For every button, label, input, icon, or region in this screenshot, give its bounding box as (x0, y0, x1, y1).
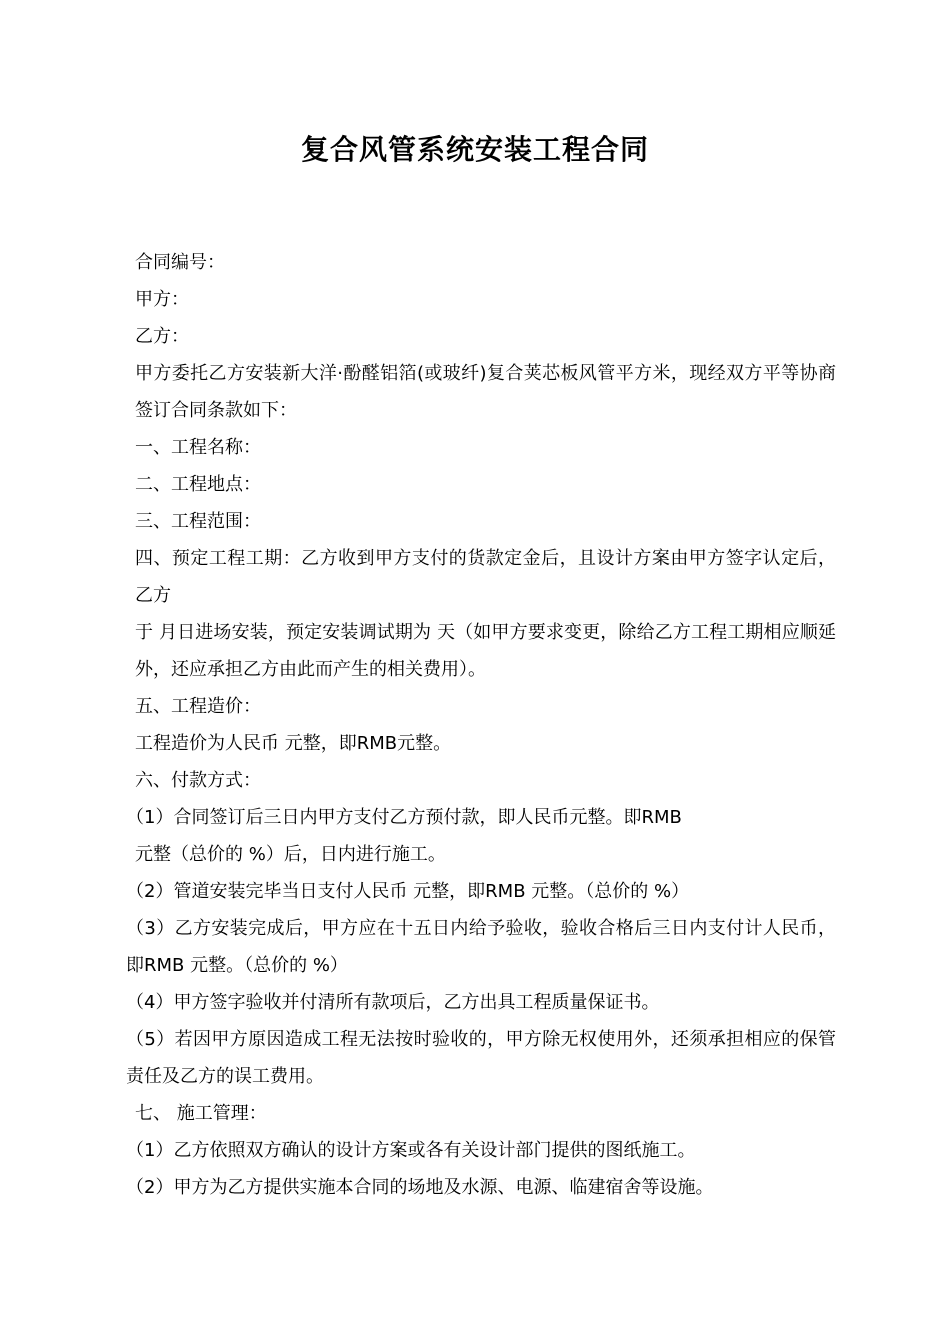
payment-item-1: （1）合同签订后三日内甲方支付乙方预付款，即人民币元整。即RMB (126, 807, 682, 828)
management-item-2: （2）甲方为乙方提供实施本合同的场地及水源、电源、临建宿舍等设施。 (126, 1177, 714, 1198)
management-item-1: （1）乙方依照双方确认的设计方案或各有关设计部门提供的图纸施工。 (126, 1140, 696, 1161)
project-cost-paragraph: 工程造价为人民币 元整，即RMB元整。 (135, 733, 452, 754)
payment-item-2: （2）管道安装完毕当日支付人民币 元整，即RMB 元整。（总价的 %） (126, 881, 690, 902)
payment-item-3: （3）乙方安装完成后，甲方应在十五日内给予验收，验收合格后三日内支付计人民币，即RMB 元整。（总价的 %） (126, 918, 836, 976)
schedule-paragraph: 四、预定工程工期：乙方收到甲方支付的货款定金后，且设计方案由甲方签字认定后，乙方 (135, 548, 836, 606)
payment-item-1-continuation: 元整（总价的 %）后，日内进行施工。 (135, 844, 446, 865)
section-heading-construction-management: 七、 施工管理： (135, 1103, 267, 1124)
contract-number-line: 合同编号： (135, 252, 225, 273)
section-heading-project-name: 一、工程名称： (135, 437, 261, 458)
section-heading-project-scope: 三、工程范围： (135, 511, 261, 532)
party-b-line: 乙方： (135, 326, 189, 347)
party-a-line: 甲方： (135, 289, 189, 310)
schedule-continuation-paragraph: 于 月日进场安装，预定安装调试期为 天（如甲方要求变更，除给乙方工程工期相应顺延外，还应承担乙方由此而产生的相关费用）。 (135, 622, 836, 680)
document-body (116, 244, 836, 1206)
section-heading-project-location: 二、工程地点： (135, 474, 261, 495)
payment-item-5: （5）若因甲方原因造成工程无法按时验收的，甲方除无权使用外，还须承担相应的保管责任及乙方的误工费用。 (126, 1029, 836, 1087)
section-heading-project-cost: 五、工程造价： (135, 696, 261, 717)
payment-item-4: （4）甲方签字验收并付清所有款项后，乙方出具工程质量保证书。 (126, 992, 660, 1013)
section-heading-payment-method: 六、付款方式： (135, 770, 261, 791)
intro-paragraph: 甲方委托乙方安装新大洋·酚醛铝箔(或玻纤)复合荚芯板风管平方米，现经双方平等协商签订合同条款如下： (135, 363, 836, 421)
document-title: 复合风管系统安装工程合同 (300, 133, 649, 166)
